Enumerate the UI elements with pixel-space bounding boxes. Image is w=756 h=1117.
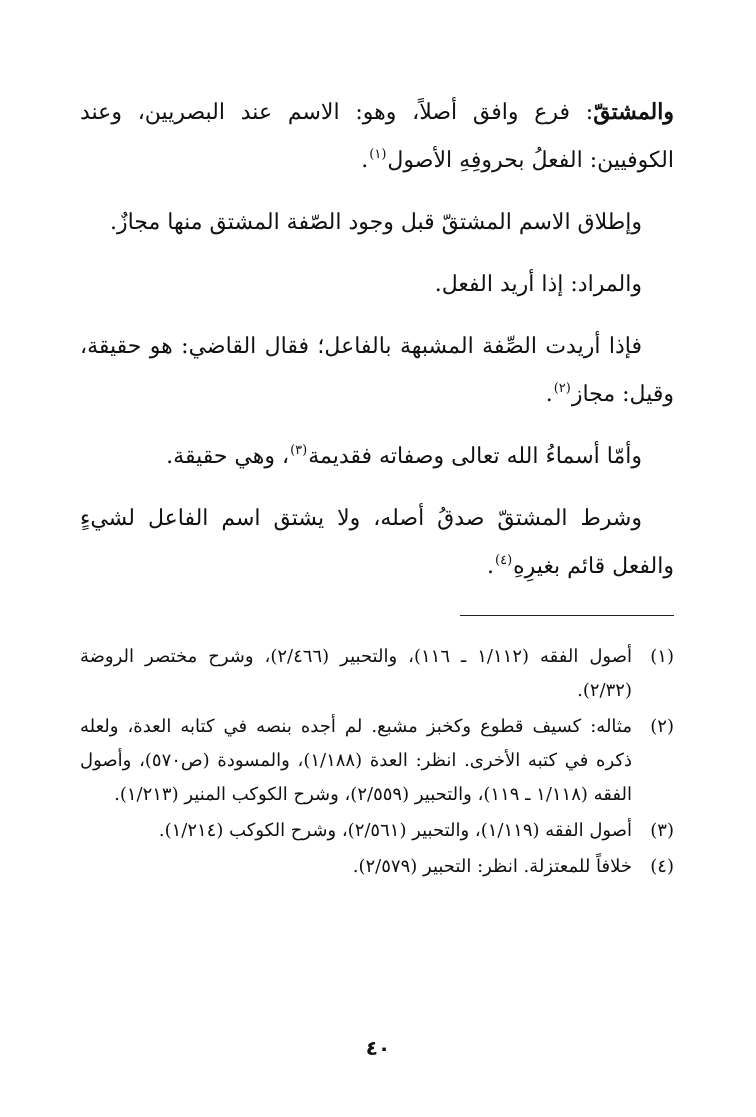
footnote-number: (٣) (650, 820, 674, 841)
paragraph-tail: ، وهي حقيقة. (166, 444, 290, 469)
footnote-item (80, 710, 674, 812)
page-body (80, 88, 674, 886)
paragraph-tail: . (361, 148, 369, 173)
footnote-item (80, 814, 674, 848)
paragraph-text: والمراد: إذا أريد الفعل. (434, 272, 642, 297)
footnote-text: أصول الفقه (١/١١٢ ـ ١١٦)، والتحبير (٢/٤٦٦)، وشرح مختصر الروضة (٢/٣٢). (80, 646, 632, 701)
footnote-separator (460, 615, 674, 616)
footnote-ref: (٢) (553, 381, 571, 396)
footnote-ref: (٤) (495, 553, 513, 568)
paragraph-definition (80, 88, 674, 185)
paragraph-text: وشرط المشتقّ صدقُ أصله، ولا يشتق اسم الفاعل لشيءٍ والفعل قائم بغيرِهِ (80, 506, 674, 579)
paragraph-tail: . (545, 382, 553, 407)
paragraph-text: وأمّا أسماءُ الله تعالى وصفاته فقديمة (308, 444, 642, 469)
footnote-text: خلافاً للمعتزلة. انظر: التحبير (٢/٥٧٩). (352, 856, 632, 877)
footnote-number: (٤) (650, 856, 674, 877)
paragraph-text: فإذا أريدت الصِّفة المشبهة بالفاعل؛ فقال القاضي: هو حقيقة، وقيل: مجاز (80, 334, 674, 407)
paragraph-condition (80, 495, 674, 591)
paragraph-metaphor (80, 199, 674, 247)
paragraph-text: وإطلاق الاسم المشتقّ قبل وجود الصّفة المشتق منها مجازٌ. (109, 210, 642, 235)
paragraph-adjective (80, 323, 674, 419)
footnote-ref: (١) (369, 147, 387, 162)
footnotes (80, 640, 674, 884)
footnote-number: (١) (650, 646, 674, 667)
paragraph-text: : فرع وافق أصلاً، وهو: الاسم عند البصريين، وعند الكوفيين: الفعلُ بحروفِهِ الأصول (80, 100, 674, 173)
footnote-item (80, 850, 674, 884)
paragraph-tail: . (487, 554, 494, 579)
paragraph-meaning (80, 261, 674, 309)
footnote-ref: (٣) (290, 443, 308, 458)
footnote-text: مثاله: كسيف قطوع وكخبز مشبع. لم أجده بنصه في كتابه العدة، ولعله ذكره في كتبه الأخرى. انظر: العدة (١/١٨٨)، والمسودة (ص٥٧٠)، وأصول الفقه (١/١١٨ ـ ١١٩)، والتحبير (٢/٥٥٩)، وشرح الكوكب المنير (١/٢١٣). (80, 716, 632, 805)
page-number: ٤٠ (365, 1036, 391, 1060)
footnote-item (80, 640, 674, 708)
term-heading: والمشتقّ (593, 99, 674, 125)
footnote-text: أصول الفقه (١/١١٩)، والتحبير (٢/٥٦١)، وشرح الكوكب (١/٢١٤). (158, 820, 632, 841)
paragraph-divine-names (80, 433, 674, 481)
footnote-number: (٢) (650, 716, 674, 737)
